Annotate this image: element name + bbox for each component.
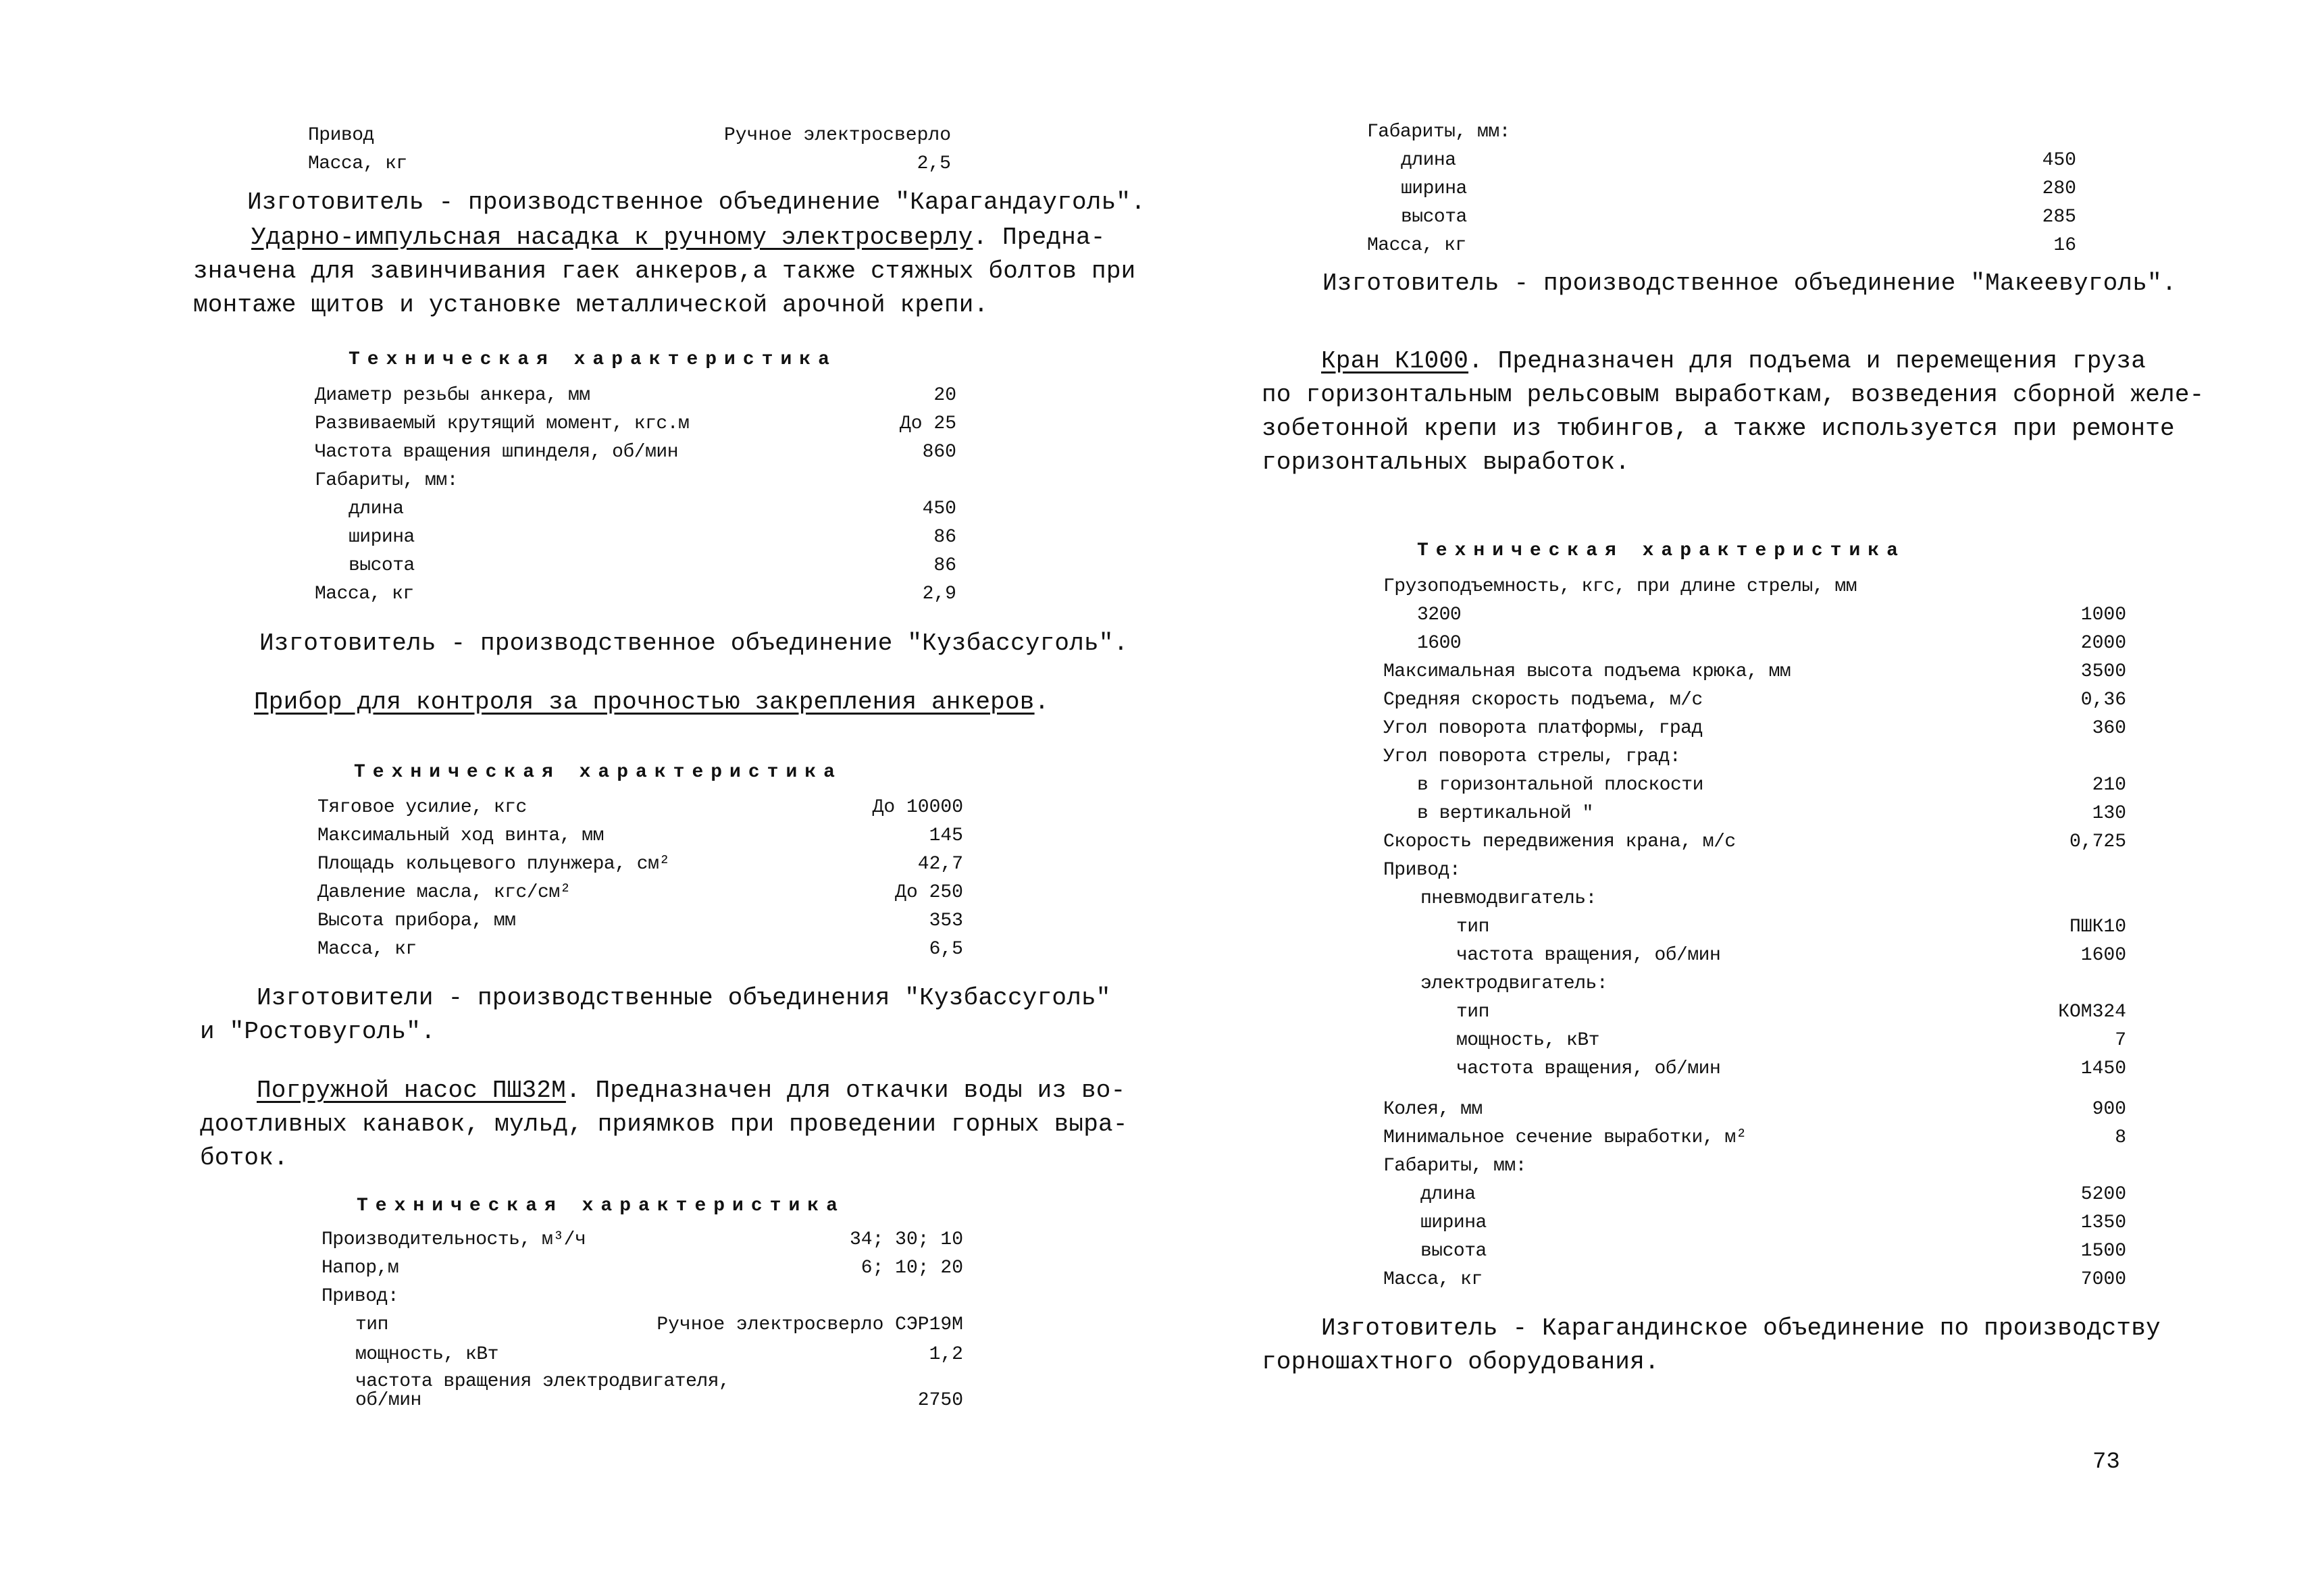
description-line: монтаже щитов и установке металлической арочной крепи. <box>193 291 989 319</box>
spec-label: Диаметр резьбы анкера, мм <box>315 385 590 406</box>
spec-row <box>322 1258 963 1285</box>
spec-row <box>315 385 956 412</box>
spec-row <box>322 1229 963 1256</box>
spec-row <box>317 825 963 852</box>
spec-label: Высота прибора, мм <box>317 910 516 931</box>
spec-label: Колея, мм <box>1383 1099 1483 1120</box>
description-line: зобетонной крепи из тюбингов, а также используется при ремонте <box>1262 415 2175 442</box>
spec-label: Частота вращения шпинделя, об/мин <box>315 442 678 463</box>
spec-value: 210 <box>2092 775 2126 796</box>
description-line: значена для завинчивания гаек анкеров,а также стяжных болтов при <box>193 257 1136 285</box>
spec-value: 42,7 <box>917 854 963 875</box>
description-text: . Предназначен для откачки воды из во- <box>565 1077 1126 1104</box>
spec-value: 130 <box>2092 803 2126 824</box>
spec-row <box>1383 718 2126 745</box>
spec-row <box>315 442 956 469</box>
description-line: боток. <box>200 1144 288 1172</box>
spec-value: 0,36 <box>2080 690 2126 711</box>
spec-value: 900 <box>2092 1099 2126 1120</box>
spec-value: 0,725 <box>2069 831 2126 852</box>
spec-row <box>355 1390 963 1417</box>
spec-row <box>1420 1184 2126 1211</box>
spec-label: Производительность, м³/ч <box>322 1229 586 1250</box>
spec-row <box>1456 945 2126 972</box>
spec-row <box>1383 746 2126 773</box>
spec-label: ширина <box>1420 1212 1487 1233</box>
spec-label: Масса, кг <box>1383 1269 1483 1290</box>
spec-row <box>317 797 963 824</box>
product-description <box>254 686 1049 719</box>
spec-label: Привод: <box>1383 860 1461 881</box>
spec-label: Масса, кг <box>317 939 417 960</box>
spec-row <box>1420 1212 2126 1239</box>
description-text: . <box>1034 688 1050 716</box>
spec-row <box>315 413 956 440</box>
manufacturer-text: Изготовитель - производственное объединение "Макеевуголь". <box>1322 269 2177 297</box>
spec-value: 450 <box>2042 150 2076 171</box>
spec-value: 86 <box>933 555 956 576</box>
spec-value: 145 <box>929 825 963 846</box>
spec-value: 6; 10; 20 <box>860 1258 963 1279</box>
spec-value: 7 <box>2115 1030 2126 1051</box>
spec-row <box>1383 1099 2126 1126</box>
spec-row <box>349 498 956 525</box>
spec-label: в вертикальной " <box>1417 803 1593 824</box>
spec-label: Привод: <box>322 1286 399 1307</box>
spec-row <box>1383 1127 2126 1154</box>
page-number: 73 <box>2092 1449 2120 1475</box>
spec-label: Минимальное сечение выработки, м² <box>1383 1127 1747 1148</box>
spec-label: мощность, кВт <box>1456 1030 1599 1051</box>
spec-label: Привод <box>308 125 374 146</box>
spec-row <box>1417 604 2126 632</box>
spec-value: 1450 <box>2080 1058 2126 1079</box>
spec-value: 2000 <box>2080 633 2126 654</box>
product-description <box>200 1074 1128 1175</box>
spec-value: 86 <box>933 527 956 548</box>
spec-row <box>1383 576 2126 603</box>
spec-value: Ручное электросверло СЭР19М <box>657 1314 963 1335</box>
spec-label: Масса, кг <box>1367 235 1466 256</box>
spec-value: 5200 <box>2080 1184 2126 1205</box>
spec-label: в горизонтальной плоскости <box>1417 775 1703 796</box>
spec-row <box>1420 888 2126 915</box>
spec-value: 860 <box>922 442 956 463</box>
spec-row <box>1383 1269 2126 1296</box>
spec-row <box>1401 150 2076 177</box>
manufacturer-text: Изготовитель - производственное объединение "Кузбассуголь". <box>259 629 1129 657</box>
spec-label: Тяговое усилие, кгс <box>317 797 527 818</box>
spec-value: 450 <box>922 498 956 519</box>
spec-row <box>1383 860 2126 887</box>
spec-row <box>1456 1030 2126 1057</box>
spec-row <box>1420 1241 2126 1268</box>
spec-row <box>349 527 956 554</box>
spec-label: пневмодвигатель: <box>1420 888 1597 909</box>
spec-label: Развиваемый крутящий момент, кгс.м <box>315 413 690 434</box>
spec-label: Максимальная высота подъема крюка, мм <box>1383 661 1791 682</box>
spec-value: До 250 <box>895 882 963 903</box>
description-line: доотливных канавок, мульд, приямков при проведении горных выра- <box>200 1110 1128 1138</box>
spec-label: 1600 <box>1417 633 1462 654</box>
spec-row <box>315 470 956 497</box>
spec-label: Габариты, мм: <box>1383 1156 1526 1177</box>
product-description <box>1262 344 2204 480</box>
spec-label: высота <box>349 555 415 576</box>
spec-label: Напор,м <box>322 1258 399 1279</box>
spec-row <box>317 910 963 937</box>
spec-value: 2,5 <box>917 153 951 174</box>
spec-row <box>349 555 956 582</box>
spec-label: Масса, кг <box>308 153 407 174</box>
spec-row <box>1417 803 2126 830</box>
spec-value: 2,9 <box>922 584 956 604</box>
spec-row <box>1383 661 2126 688</box>
spec-label: Давление масла, кгс/см² <box>317 882 571 903</box>
spec-value: До 10000 <box>872 797 963 818</box>
spec-heading: Техническая характеристика <box>1417 540 1905 561</box>
spec-row <box>1401 178 2076 205</box>
spec-row <box>1383 831 2126 858</box>
manufacturer-note <box>259 627 1128 661</box>
spec-row <box>1456 917 2126 944</box>
description-line: горизонтальных выработок. <box>1262 448 1630 476</box>
spec-value: До 25 <box>899 413 956 434</box>
spec-label: об/мин <box>355 1390 421 1411</box>
spec-label: Угол поворота стрелы, град: <box>1383 746 1681 767</box>
spec-label: высота <box>1401 207 1467 228</box>
spec-value: 3500 <box>2080 661 2126 682</box>
manufacturer-text: Изготовитель - Карагандинское объединение по производству <box>1321 1314 2161 1342</box>
spec-label: тип <box>355 1314 388 1335</box>
spec-label: тип <box>1456 917 1489 937</box>
manufacturer-note <box>247 186 1146 220</box>
spec-label: Средняя скорость подъема, м/с <box>1383 690 1703 711</box>
spec-label: частота вращения электродвигателя, <box>355 1371 730 1392</box>
spec-value: 20 <box>933 385 956 406</box>
spec-heading: Техническая характеристика <box>349 349 837 370</box>
spec-row <box>317 882 963 909</box>
product-name: Ударно-импульсная насадка к ручному электросверлу <box>251 224 973 251</box>
spec-heading: Техническая характеристика <box>357 1195 845 1216</box>
manufacturer-text: Изготовитель - производственное объединение "Карагандауголь". <box>247 188 1146 216</box>
product-name: Кран К1000 <box>1321 347 1469 375</box>
spec-value: 285 <box>2042 207 2076 228</box>
spec-row <box>355 1344 963 1371</box>
spec-label: 3200 <box>1417 604 1462 625</box>
spec-label: ширина <box>1401 178 1467 199</box>
spec-row <box>317 854 963 881</box>
spec-value: Ручное электросверло <box>723 125 951 146</box>
right-page <box>1157 0 2314 1596</box>
manufacturer-text: Изготовители - производственные объединения "Кузбассуголь" <box>257 984 1111 1012</box>
description-line: по горизонтальным рельсовым выработкам, возведения сборной желе- <box>1262 381 2205 409</box>
product-description <box>193 221 1135 322</box>
spec-value: 34; 30; 10 <box>849 1229 963 1250</box>
spec-label: Максимальный ход винта, мм <box>317 825 604 846</box>
spec-value: 8 <box>2115 1127 2126 1148</box>
spec-row <box>1401 207 2076 234</box>
spec-value: 1500 <box>2080 1241 2126 1262</box>
spec-label: Грузоподъемность, кгс, при длине стрелы, мм <box>1383 576 1857 597</box>
manufacturer-note <box>200 981 1111 1049</box>
spec-row <box>1367 122 2232 149</box>
spec-value: КОМ324 <box>2058 1002 2126 1023</box>
spec-label: длина <box>1420 1184 1476 1205</box>
spec-row <box>355 1314 963 1341</box>
spec-value: 360 <box>2092 718 2126 739</box>
spec-label: тип <box>1456 1002 1489 1023</box>
spec-label: Угол поворота платформы, град <box>1383 718 1703 739</box>
product-name: Прибор для контроля за прочностью закрепления анкеров <box>254 688 1035 716</box>
manufacturer-text: горношахтного оборудования. <box>1262 1348 1660 1376</box>
spec-row <box>1383 690 2126 717</box>
spec-label: частота вращения, об/мин <box>1456 1058 1721 1079</box>
spec-value: 1000 <box>2080 604 2126 625</box>
spec-label: мощность, кВт <box>355 1344 498 1365</box>
spec-value: 7000 <box>2080 1269 2126 1290</box>
description-text: . Предна- <box>973 224 1106 251</box>
spec-label: электродвигатель: <box>1420 973 1608 994</box>
spec-row <box>308 125 951 152</box>
spec-label: Габариты, мм: <box>315 470 458 491</box>
spec-value: 6,5 <box>929 939 963 960</box>
spec-row <box>1383 1156 2126 1183</box>
spec-value: 353 <box>929 910 963 931</box>
product-name: Погружной насос ПШ32М <box>257 1077 566 1104</box>
spec-value: 16 <box>2053 235 2076 256</box>
spec-heading: Техническая характеристика <box>354 762 842 783</box>
spec-row <box>317 939 963 966</box>
spec-row <box>1367 235 2076 262</box>
spec-value: 1,2 <box>929 1344 963 1365</box>
spec-row <box>1456 1002 2126 1029</box>
spec-row <box>1420 973 2126 1000</box>
spec-value: ПШК10 <box>2069 917 2126 937</box>
spec-label: частота вращения, об/мин <box>1456 945 1721 966</box>
spec-row <box>1417 775 2126 802</box>
spec-label: высота <box>1420 1241 1487 1262</box>
spec-value: 1600 <box>2080 945 2126 966</box>
manufacturer-text: и "Ростовуголь". <box>200 1018 436 1046</box>
spec-value: 2750 <box>917 1390 963 1411</box>
spec-row <box>308 153 951 180</box>
spec-label: Масса, кг <box>315 584 414 604</box>
manufacturer-note <box>1262 1312 2161 1379</box>
spec-label: ширина <box>349 527 415 548</box>
spec-label: длина <box>349 498 404 519</box>
spec-value: 1350 <box>2080 1212 2126 1233</box>
spec-row <box>322 1286 963 1313</box>
spec-row <box>315 584 956 611</box>
spec-label: Скорость передвижения крана, м/с <box>1383 831 1736 852</box>
spec-row <box>1417 633 2126 660</box>
spec-value: 280 <box>2042 178 2076 199</box>
spec-label: Площадь кольцевого плунжера, см² <box>317 854 670 875</box>
manufacturer-note <box>1322 267 2177 301</box>
description-text: . Предназначен для подъема и перемещения груза <box>1468 347 2146 375</box>
spec-label: Габариты, мм: <box>1367 122 1510 143</box>
spec-row <box>1456 1058 2126 1085</box>
spec-label: длина <box>1401 150 1456 171</box>
